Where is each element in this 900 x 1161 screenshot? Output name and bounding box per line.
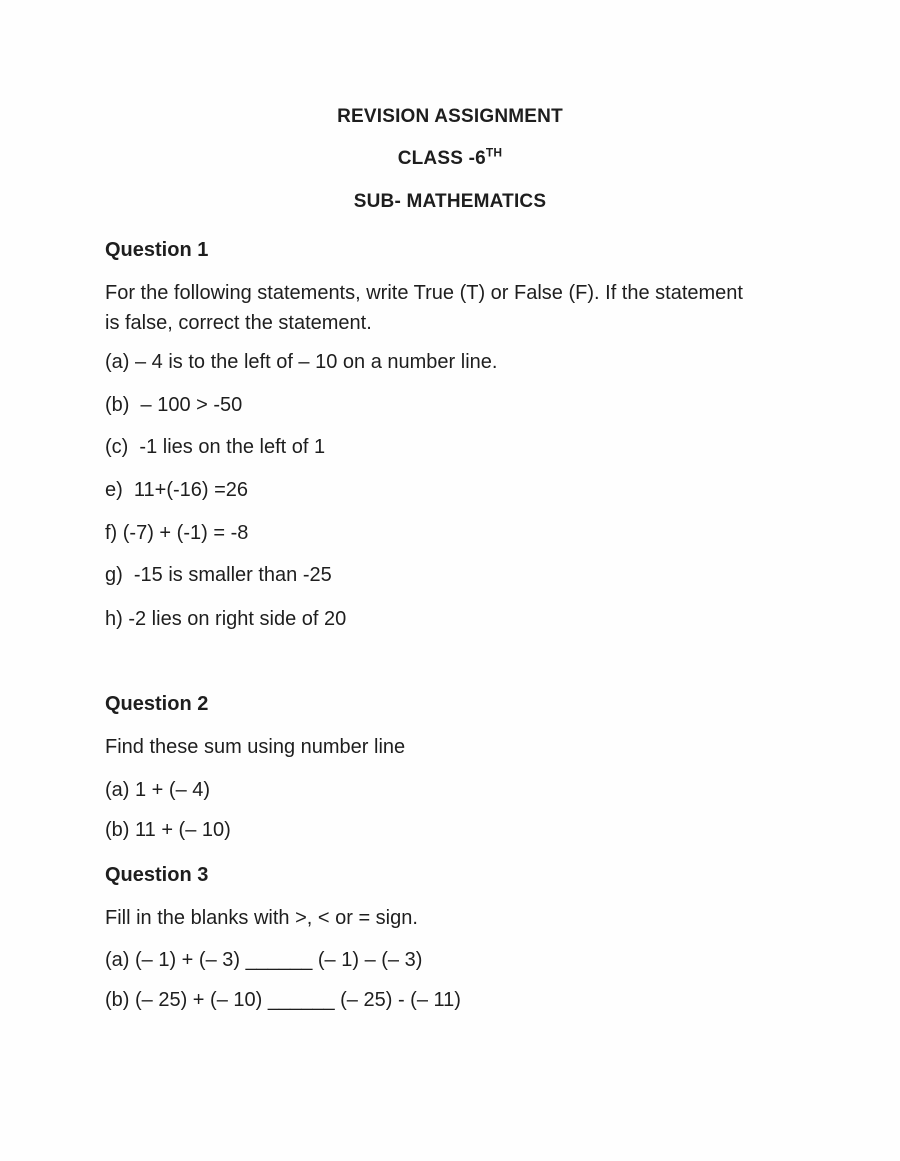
question-1-heading: Question 1	[105, 239, 209, 261]
q1-item-a: (a) – 4 is to the left of – 10 on a number line.	[105, 351, 498, 373]
q1-item-h: h) -2 lies on right side of 20	[105, 608, 347, 630]
class-line	[0, 147, 900, 171]
question-1-intro: For the following statements, write True (T) or False (F). If the statement is false, correct the statement.	[105, 282, 749, 334]
question-2-intro: Find these sum using number line	[105, 736, 406, 758]
q1-item-c: (c) -1 lies on the left of 1	[105, 436, 326, 458]
q1-item-g: g) -15 is smaller than -25	[105, 564, 332, 586]
question-3-heading: Question 3	[105, 864, 209, 886]
q1-item-e: e) 11+(-16) =26	[105, 479, 249, 501]
q1-item-b: (b) – 100 > -50	[105, 394, 243, 416]
q3-item-b: (b) (– 25) + (– 10) ______ (– 25) - (– 11)	[105, 989, 461, 1011]
class-line-superscript: TH	[485, 145, 503, 160]
q2-item-a: (a) 1 + (– 4)	[105, 779, 211, 801]
document-title: REVISION ASSIGNMENT	[337, 106, 563, 127]
question-2-heading: Question 2	[105, 693, 209, 715]
question-3-intro: Fill in the blanks with >, < or = sign.	[105, 907, 418, 929]
subject-line: SUB- MATHEMATICS	[353, 191, 547, 212]
q3-item-a: (a) (– 1) + (– 3) ______ (– 1) – (– 3)	[105, 949, 423, 971]
q2-item-b: (b) 11 + (– 10)	[105, 819, 231, 841]
class-line-text: CLASS -6	[397, 148, 486, 169]
q1-item-f: f) (-7) + (-1) = -8	[105, 522, 249, 544]
